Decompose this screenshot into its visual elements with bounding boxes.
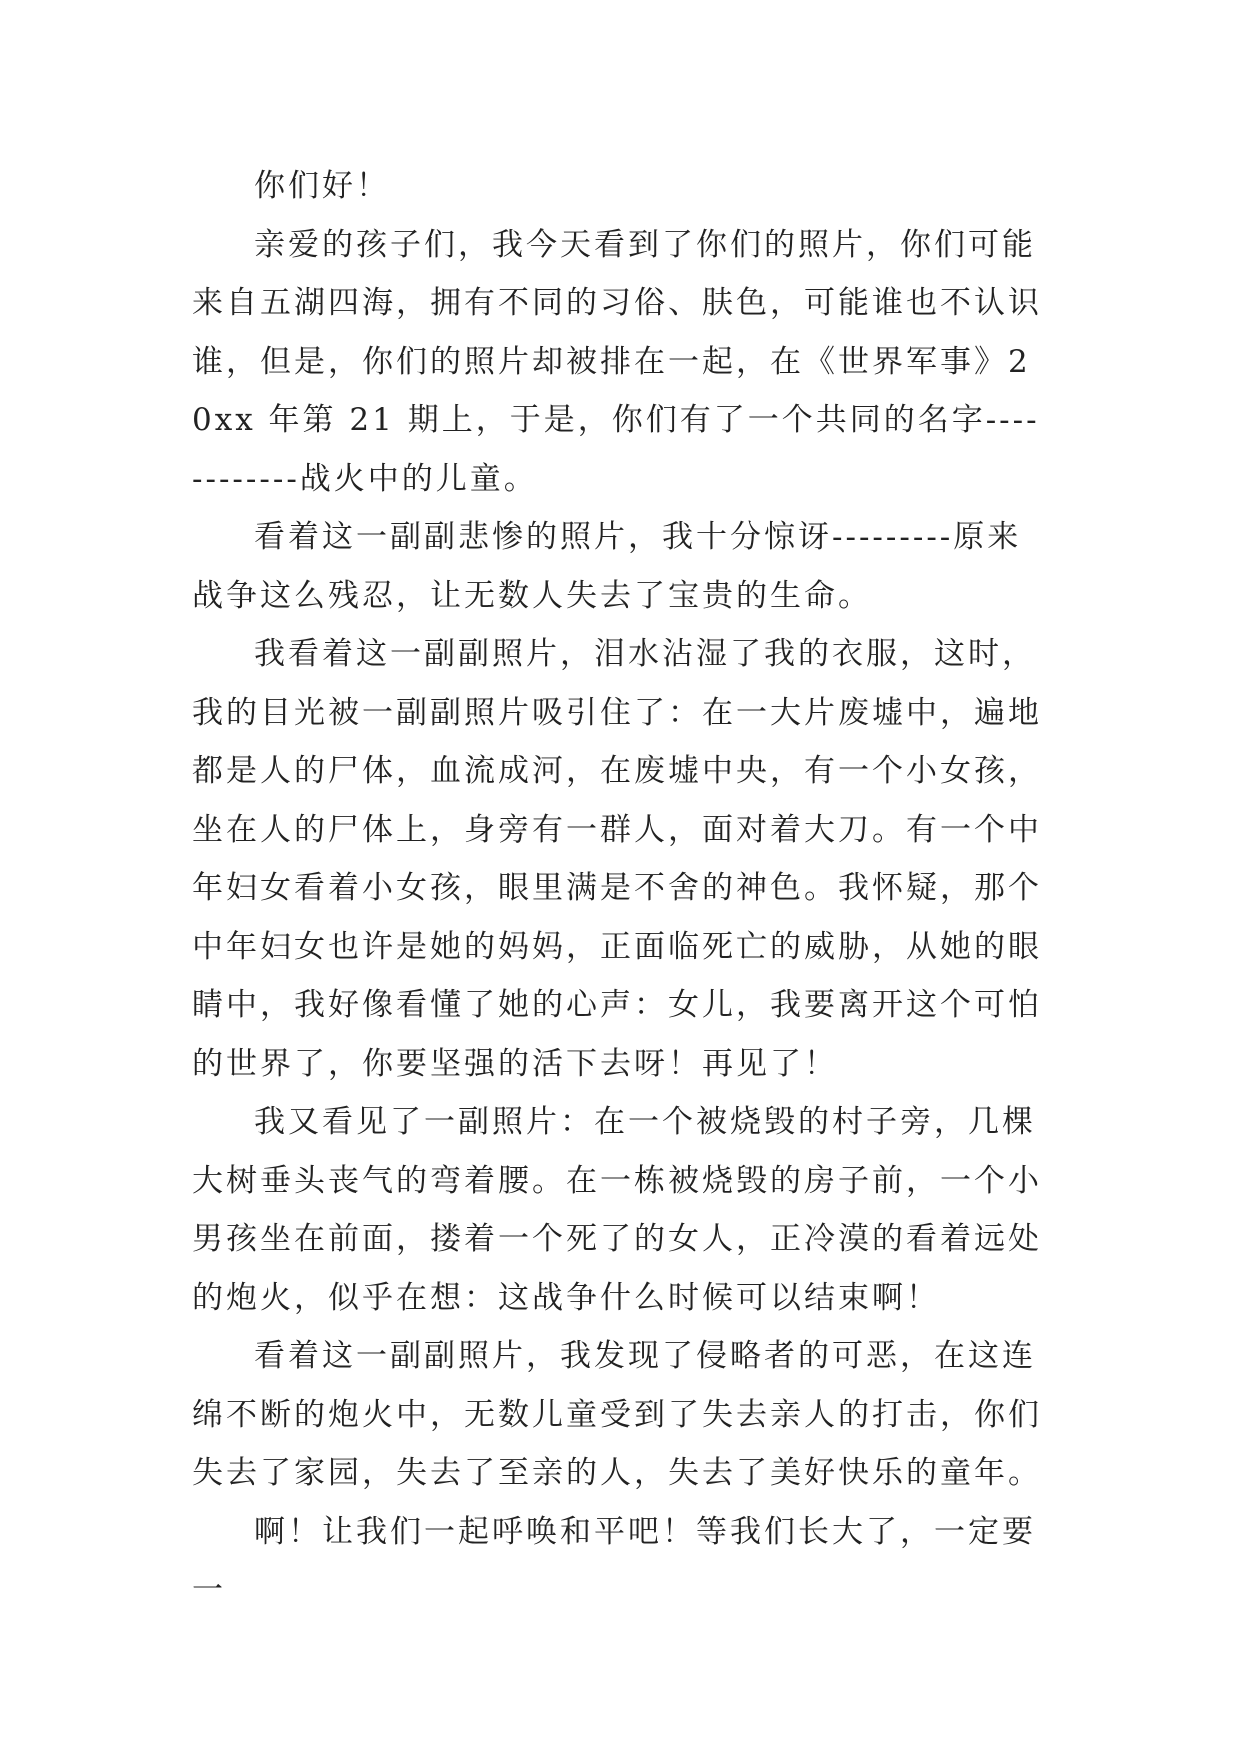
paragraph-photos-intro: 亲爱的孩子们，我今天看到了你们的照片，你们可能来自五湖四海，拥有不同的习俗、肤色，可能谁也不认识谁，但是，你们的照片却被排在一起，在《世界军事》20xx 年第 21 期上，于是，你们有了一个共同的名字------------战火中的儿童。: [192, 226, 1042, 497]
paragraph-war-cruelty: 看着这一副副悲惨的照片，我十分惊讶---------原来战争这么残忍，让无数人失去了宝贵的生命。: [192, 519, 1022, 614]
letter-body: [192, 157, 1052, 1620]
paragraph-invaders: 看着这一副副照片，我发现了侵略者的可恶，在这连绵不断的炮火中，无数儿童受到了失去亲人的打击，你们失去了家园，失去了至亲的人，失去了美好快乐的童年。: [192, 1338, 1042, 1491]
paragraph-call-for-peace: 啊！让我们一起呼唤和平吧！等我们长大了，一定要一: [192, 1513, 1036, 1608]
greeting-paragraph: 你们好！: [254, 168, 390, 204]
paragraph-boy-photo: 我又看见了一副照片：在一个被烧毁的村子旁，几棵大树垂头丧气的弯着腰。在一栋被烧毁的房子前，一个小男孩坐在前面，搂着一个死了的女人，正冷漠的看着远处的炮火，似乎在想：这战争什么时候可以结束啊！: [192, 1104, 1042, 1316]
paragraph-girl-photo: 我看着这一副副照片，泪水沾湿了我的衣服，这时，我的目光被一副副照片吸引住了：在一大片废墟中，遍地都是人的尸体，血流成河，在废墟中央，有一个小女孩，坐在人的尸体上，身旁有一群人，面对着大刀。有一个中年妇女看着小女孩，眼里满是不舍的神色。我怀疑，那个中年妇女也许是她的妈妈，正面临死亡的威胁，从她的眼睛中，我好像看懂了她的心声：女儿，我要离开这个可怕的世界了，你要坚强的活下去呀！再见了！: [192, 636, 1042, 1082]
